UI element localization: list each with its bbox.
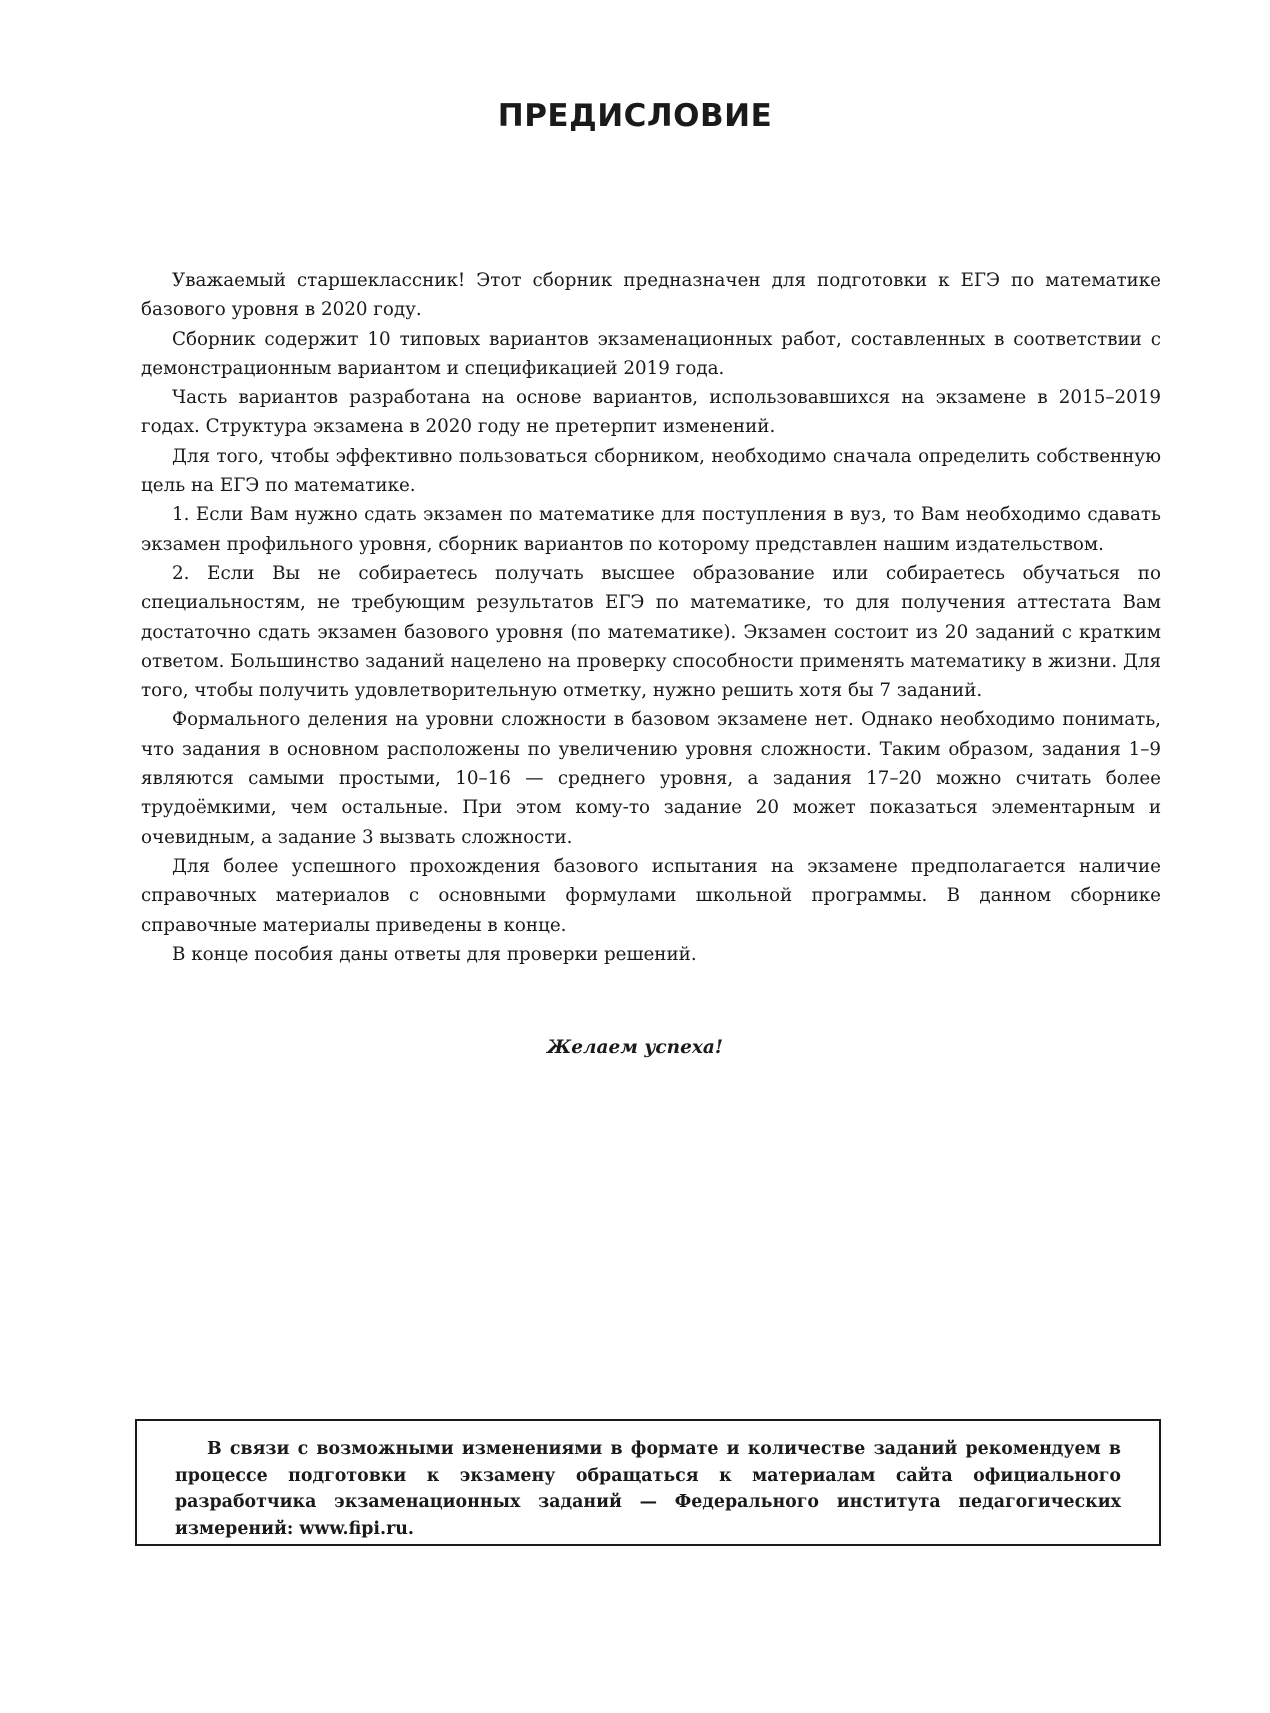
notice-text: В связи с возможными изменениями в формате и количестве заданий рекомендуем в процессе подготовки к экзамену обращаться к материалам сайта официального разработчика экзаменационных заданий — Федерального института педагогических измерений: www.fipi.ru. (175, 1439, 1121, 1539)
paragraph-answers: В конце пособия даны ответы для проверки решений. (172, 943, 697, 965)
notice-box (135, 1419, 1161, 1546)
paragraph-greeting: Уважаемый старшеклассник! Этот сборник предназначен для подготовки к ЕГЭ по математике базового уровня в 2020 году. (141, 270, 1161, 321)
paragraph-base-level: 2. Если Вы не собираетесь получать высшее образование или собираетесь обучаться по специальностям, не требующим результатов ЕГЭ по математике, то для получения аттестата Вам достаточно сдать экзамен базового уровня (по математике). Экзамен состоит из 20 заданий с кратким ответом. Большинство заданий нацелено на проверку способности применять математику в жизни. Для того, чтобы получить удовлетворительную отметку, нужно решить хотя бы 7 заданий. (141, 562, 1161, 702)
closing-wish: Желаем успеха! (546, 1037, 724, 1058)
paragraph-goal: Для того, чтобы эффективно пользоваться сборником, необходимо сначала определить собственную цель на ЕГЭ по математике. (141, 445, 1161, 497)
preface-body (141, 266, 1161, 969)
paragraph-contents: Сборник содержит 10 типовых вариантов экзаменационных работ, составленных в соответствии с демонстрационным вариантом и спецификацией 2019 года. (141, 328, 1161, 379)
page-title: ПРЕДИСЛОВИЕ (497, 98, 773, 134)
paragraph-variants-origin: Часть вариантов разработана на основе вариантов, использовавшихся на экзамене в 2015–2019 годах. Структура экзамена в 2020 году не претерпит изменений. (141, 387, 1161, 438)
paragraph-profile-level: 1. Если Вам нужно сдать экзамен по математике для поступления в вуз, то Вам необходимо сдавать экзамен профильного уровня, сборник вариантов по которому представлен нашим издательством. (141, 504, 1161, 555)
paragraph-reference-materials: Для более успешного прохождения базового испытания на экзамене предполагается наличие справочных материалов с основными формулами школьной программы. В данном сборнике справочные материалы приведены в конце. (141, 855, 1161, 936)
paragraph-difficulty: Формального деления на уровни сложности в базовом экзамене нет. Однако необходимо понимать, что задания в основном расположены по увеличению уровня сложности. Таким образом, задания 1–9 являются самыми простыми, 10–16 — среднего уровня, а задания 17–20 можно считать более трудоёмкими, чем остальные. При этом кому-то задание 20 может показаться элементарным и очевидным, а задание 3 вызвать сложности. (141, 709, 1161, 848)
